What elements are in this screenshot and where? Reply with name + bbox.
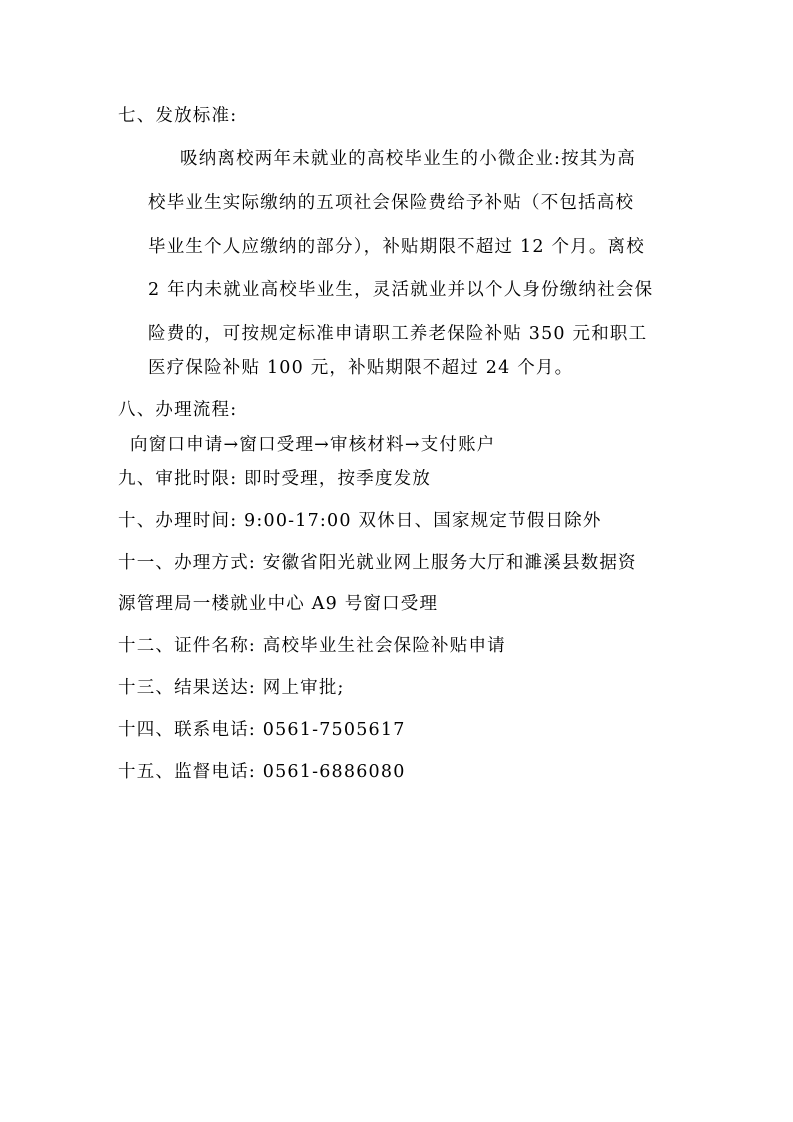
- section7-heading: 七、发放标准:: [118, 106, 238, 126]
- section15-text: 十五、监督电话: 0561-6886080: [118, 762, 406, 782]
- section7-paragraph-line-5: 险费的，可按规定标准申请职工养老保险补贴 350 元和职工: [148, 324, 648, 344]
- section8-flow: 向窗口申请→窗口受理→审核材料→支付账户: [130, 435, 496, 455]
- section7-paragraph-line-4: 2 年内未就业高校毕业生，灵活就业并以个人身份缴纳社会保: [148, 280, 654, 300]
- section14-text: 十四、联系电话: 0561-7505617: [118, 720, 406, 740]
- section13-text: 十三、结果送达: 网上审批;: [118, 678, 345, 698]
- section7-paragraph-line-2: 校毕业生实际缴纳的五项社会保险费给予补贴（不包括高校: [148, 193, 635, 213]
- section8-heading: 八、办理流程:: [118, 400, 238, 420]
- section7-paragraph-line-3: 毕业生个人应缴纳的部分），补贴期限不超过 12 个月。离校: [148, 237, 645, 257]
- section7-paragraph-line-6: 医疗保险补贴 100 元，补贴期限不超过 24 个月。: [148, 358, 574, 378]
- section10-text: 十、办理时间: 9:00-17:00 双休日、国家规定节假日除外: [118, 511, 602, 531]
- section12-text: 十二、证件名称: 高校毕业生社会保险补贴申请: [118, 636, 506, 656]
- section11-line-2: 源管理局一楼就业中心 A9 号窗口受理: [118, 594, 439, 614]
- section7-paragraph-line-1: 吸纳离校两年未就业的高校毕业生的小微企业:按其为高: [180, 149, 636, 169]
- section9-text: 九、审批时限: 即时受理，按季度发放: [118, 469, 432, 489]
- section11-line-1: 十一、办理方式: 安徽省阳光就业网上服务大厅和濉溪县数据资: [118, 553, 637, 573]
